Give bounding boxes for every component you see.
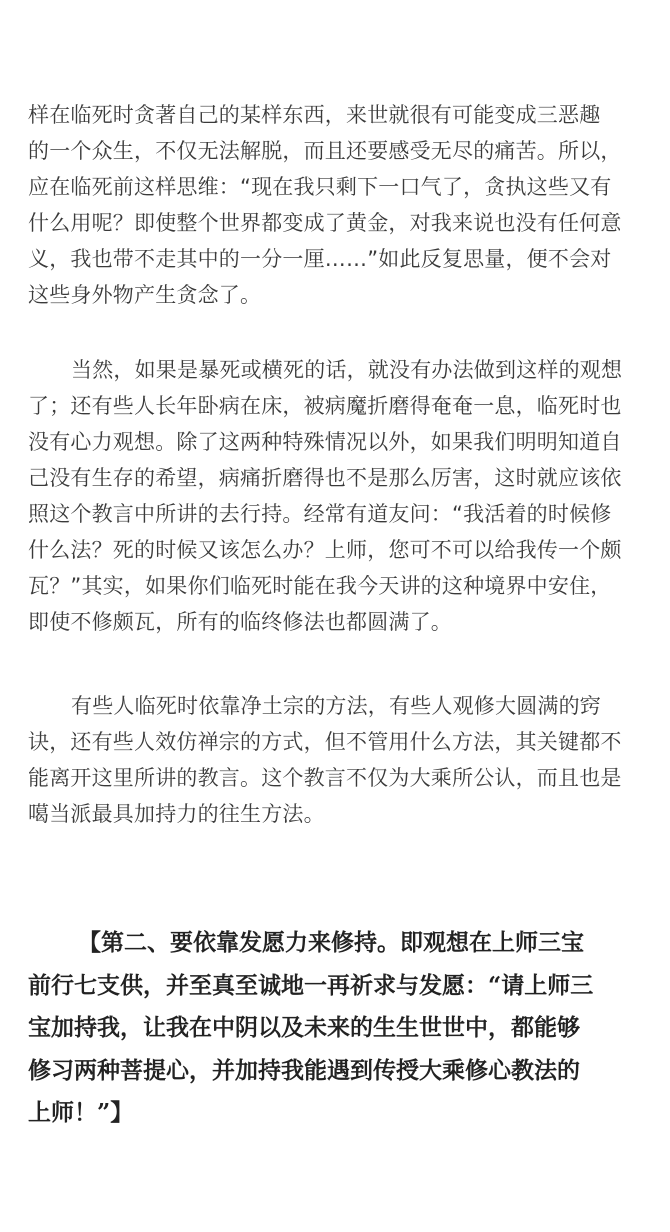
paragraph-line: 应在临死前这样思维：“现在我只剩下一口气了，贪执这些又有 [28,175,612,199]
paragraph-line: 没有心力观想。除了这两种特殊情况以外，如果我们明明知道自 [28,430,622,454]
root-text-line: 【第二、要依靠发愿力来修持。即观想在上师三宝 [78,929,584,956]
root-text-block [28,922,643,1135]
paragraph-line: 的一个众生，不仅无法解脱，而且还要感受无尽的痛苦。所以， [28,139,622,163]
paragraph-line: 能离开这里所讲的教言。这个教言不仅为大乘所公认，而且也是 [28,766,622,790]
root-text-line: 前行七支供，并至真至诚地一再祈求与发愿：“请上师三 [28,971,594,999]
paragraph-3 [28,688,643,832]
paragraph-1 [28,97,643,313]
root-text-line: 宝加持我，让我在中阴以及未来的生生世世中，都能够 [28,1014,580,1041]
paragraph-line: 噶当派最具加持力的往生方法。 [28,802,325,826]
paragraph-line: 义，我也带不走其中的一分一厘……”如此反复思量，便不会对 [28,247,612,271]
root-text-line: 上师！”】 [28,1099,134,1126]
paragraph-line: 什么法？死的时候又该怎么办？上师，您可不可以给我传一个颇 [28,538,622,562]
paragraph-line: 样在临死时贪著自己的某样东西，来世就很有可能变成三恶趣 [28,103,601,127]
paragraph-line: 什么用呢？即使整个世界都变成了黄金，对我来说也没有任何意 [28,211,622,235]
paragraph-line: 瓦？”其实，如果你们临死时能在我今天讲的这种境界中安住， [28,574,612,598]
root-text-line: 修习两种菩提心，并加持我能遇到传授大乘修心教法的 [28,1056,580,1084]
paragraph-line: 当然，如果是暴死或横死的话，就没有办法做到这样的观想 [71,358,623,382]
paragraph-line: 这些身外物产生贪念了。 [28,283,262,307]
paragraph-line: 照这个教言中所讲的去行持。经常有道友问：“我活着的时候修 [28,502,612,526]
paragraph-line: 己没有生存的希望，病痛折磨得也不是那么厉害，这时就应该依 [28,466,622,490]
paragraph-line: 有些人临死时依靠净土宗的方法，有些人观修大圆满的窍 [71,694,601,718]
paragraph-line: 诀，还有些人效仿禅宗的方式，但不管用什么方法，其关键都不 [28,730,622,754]
paragraph-2 [28,352,643,640]
paragraph-line: 了；还有些人长年卧病在床，被病魔折磨得奄奄一息，临死时也 [28,394,622,418]
paragraph-line: 即使不修颇瓦，所有的临终修法也都圆满了。 [28,610,452,634]
